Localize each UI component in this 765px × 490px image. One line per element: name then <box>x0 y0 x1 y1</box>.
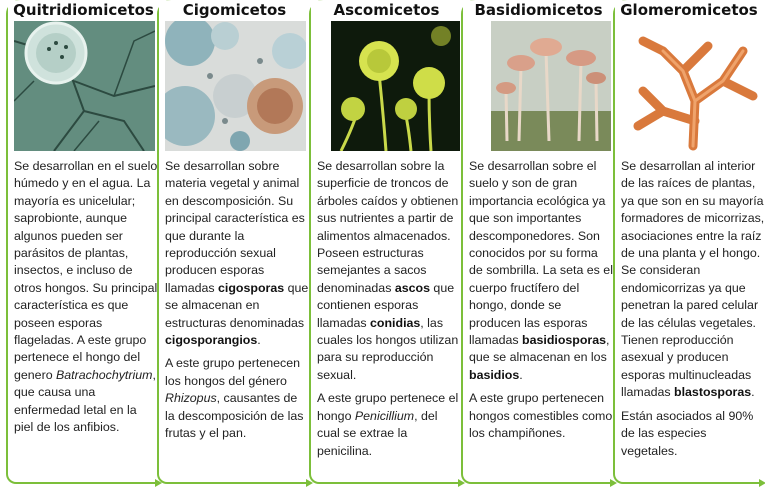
column-title: Glomeromicetos <box>615 1 763 19</box>
text-run: Se desarrollan al interior de las raíces de plantas, ya que son en su mayoría formadores de micorrizas, asociaciones entre la raíz de una planta y el hongo. Se consideran endomicorrizas ya que penetran la pared celular de las células vegetales. Tienen reproducción asexual y producen esporas multinucleadas llamadas <box>621 159 765 400</box>
text-run: Están asociados al 90% de las especies vegetales. <box>621 408 754 458</box>
key-term: cigosporas <box>218 280 285 295</box>
paragraph <box>165 158 310 349</box>
column-description <box>165 158 310 449</box>
text-run: , que causa una enfermedad letal en la piel de los anfibios. <box>14 367 156 435</box>
column-title: Basidiomicetos <box>463 1 614 19</box>
paragraph <box>469 158 614 384</box>
key-term: conidias <box>370 315 421 330</box>
text-run: que se almacenan en estructuras denominadas <box>165 280 309 330</box>
paragraph <box>317 158 462 384</box>
key-term: cigosporangios <box>165 333 258 348</box>
column-description <box>621 158 765 466</box>
column-quitridiomicetos <box>6 0 159 484</box>
column-basidiomicetos <box>461 0 614 484</box>
text-run: A este grupo pertenecen hongos comestibles como los champiñones. <box>469 391 613 441</box>
chytrid-micrograph-image <box>14 21 155 151</box>
paragraph <box>469 390 614 442</box>
text-run: . <box>257 333 261 348</box>
genus-name: Penicillium <box>354 408 415 423</box>
mycorrhiza-image <box>623 21 764 151</box>
key-term: basidios <box>469 367 520 382</box>
column-description <box>317 158 462 466</box>
mushrooms-image <box>491 21 611 151</box>
paragraph <box>14 158 159 437</box>
text-run: que contienen esporas llamadas <box>317 280 455 330</box>
genus-name: Batrachochytrium <box>56 367 153 382</box>
penicillium-conidia-image <box>331 21 460 151</box>
column-title: Cigomicetos <box>159 1 310 19</box>
text-run: Se desarrollan sobre materia vegetal y animal en descomposición. Su principal característica es que durante la reproducción sexual producen esporas llamadas <box>165 159 305 295</box>
key-term: ascos <box>394 280 430 295</box>
text-run: Se desarrollan en el suelo húmedo y en el agua. La mayoría es unicelular; saprobionte, aunque algunos pueden ser parásitos de plantas, insectos, e incluso de otros hongos. Su principal característica es que poseen esporas flageladas. A este grupo pertenece el hongo del genero <box>14 159 158 382</box>
key-term: basidiosporas <box>522 333 607 348</box>
text-run: . <box>519 367 523 382</box>
rhizopus-mold-image <box>165 21 306 151</box>
column-ascomicetos <box>309 0 462 484</box>
column-cigomicetos <box>157 0 310 484</box>
column-title: Ascomicetos <box>311 1 462 19</box>
paragraph <box>317 390 462 460</box>
column-description <box>14 158 159 443</box>
key-term: blastosporas <box>674 385 752 400</box>
text-run: . <box>751 385 755 400</box>
text-run: , que se almacenan en los <box>469 333 610 365</box>
text-run: , las cuales los hongos utilizan para su reproducción sexual. <box>317 315 459 382</box>
genus-name: Rhizopus <box>165 391 217 406</box>
text-run: A este grupo pertenecen los hongos del género <box>165 356 301 388</box>
column-description <box>469 158 614 449</box>
column-title: Quitridiomicetos <box>8 1 159 19</box>
paragraph <box>621 408 765 460</box>
text-run: , del cual se extrae la penicilina. <box>317 408 438 458</box>
text-run: Se desarrollan sobre la superficie de troncos de árboles caídos y obtienen sus nutrientes a partir de alimentos almacenados. Poseen estructuras semejantes a sacos denominadas <box>317 159 459 295</box>
text-run: Se desarrollan sobre el suelo y son de gran importancia ecológica ya que son importantes descomponedores. Son conocidos por su forma de sombrilla. La seta es el cuerpo fructífero del hongo, donde se producen las esporas llamadas <box>469 159 613 348</box>
paragraph <box>165 355 310 442</box>
text-run: , causantes de la descomposición de las frutas y el pan. <box>165 391 304 441</box>
text-run: A este grupo pertenece el hongo <box>317 391 459 423</box>
paragraph <box>621 158 765 402</box>
column-glomeromicetos <box>613 0 763 484</box>
